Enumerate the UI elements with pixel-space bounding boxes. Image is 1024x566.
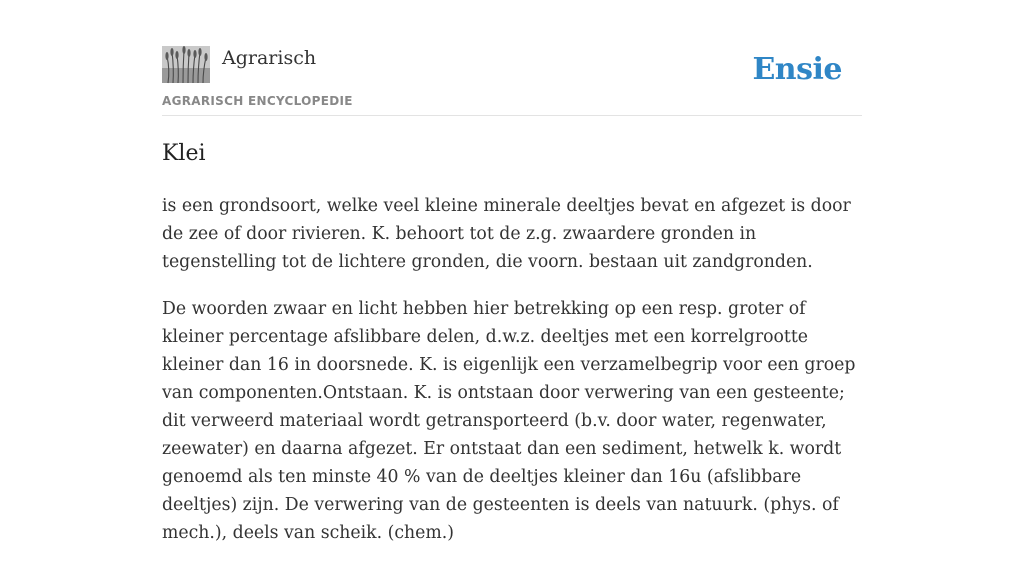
ensie-logo-link[interactable]: Ensie bbox=[752, 52, 842, 87]
article-paragraph: is een grondsoort, welke veel kleine minerale deeltjes bevat en afgezet is door de zee of door rivieren. K. behoort tot de z.g. zwaardere gronden in tegenstelling tot de lichtere gronden, die voorn. bestaan uit zandgronden. bbox=[162, 196, 851, 272]
article-paragraph: De woorden zwaar en licht hebben hier betrekking op een resp. groter of kleiner percentage afslibbare delen, d.w.z. deeltjes met een korrelgrootte kleiner dan 16 in doorsnede. K. is eigenlijk een verzamelbegrip voor een groep van componenten.Ontstaan. K. is ontstaan door verwering van een gesteente; dit verweerd materiaal wordt getransporteerd (b.v. door water, regenwater, zeewater) en daarna afgezet. Er ontstaat dan een sediment, hetwelk k. wordt genoemd als ten minste 40 % van de deeltjes kleiner dan 16u (afslibbare deeltjes) zijn. De verwering van de gesteenten is deels van natuurk. (phys. of mech.), deels van scheik. (chem.) bbox=[162, 299, 856, 543]
wheat-field-icon[interactable] bbox=[162, 46, 210, 83]
article-body bbox=[162, 192, 862, 566]
site-name-link[interactable]: Agrarisch bbox=[222, 47, 317, 69]
header-divider bbox=[162, 115, 862, 116]
site-subtitle: AGRARISCH ENCYCLOPEDIE bbox=[162, 94, 353, 108]
article-title: Klei bbox=[162, 141, 206, 166]
site-header bbox=[162, 46, 862, 116]
